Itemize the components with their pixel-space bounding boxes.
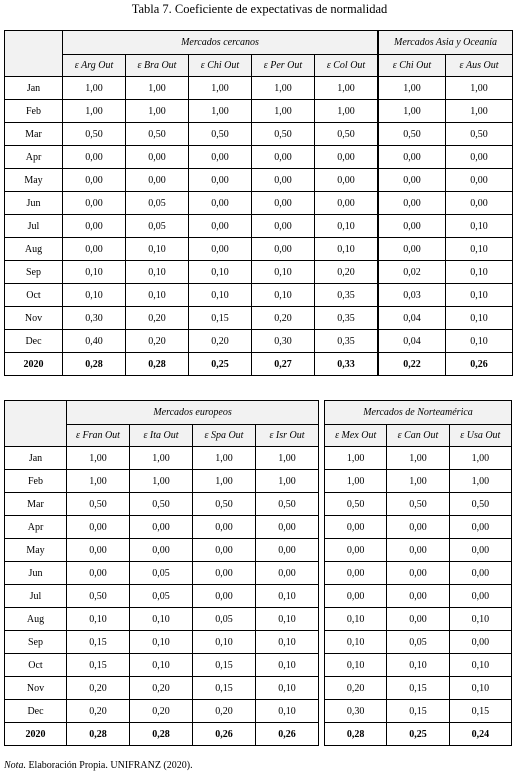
- table-cell: 0,00: [387, 562, 449, 585]
- table-cell: 0,22: [379, 353, 446, 376]
- column-header: ε Col Out: [315, 55, 378, 77]
- table-cell: 0,03: [379, 284, 446, 307]
- table-row: [325, 608, 512, 631]
- table-cell: 0,20: [126, 330, 189, 353]
- row-label: Sep: [5, 631, 67, 654]
- table-cell: 0,00: [379, 169, 446, 192]
- table-cell: 1,00: [193, 470, 256, 493]
- table-row: [325, 447, 512, 470]
- table-cell: 0,10: [446, 330, 513, 353]
- table-cell: 0,10: [256, 608, 319, 631]
- table-cell: 0,15: [449, 700, 511, 723]
- table-cell: 0,15: [67, 631, 130, 654]
- table-cell: 1,00: [379, 77, 446, 100]
- table-cell: 0,05: [387, 631, 449, 654]
- table-cell: 0,35: [315, 307, 378, 330]
- table-cell: 0,20: [325, 677, 387, 700]
- table-cell: 0,35: [315, 284, 378, 307]
- table-cell: 1,00: [126, 77, 189, 100]
- table-cell: 0,30: [252, 330, 315, 353]
- table-row: [5, 562, 319, 585]
- table-cell: 0,00: [256, 516, 319, 539]
- table-cell: 0,20: [67, 700, 130, 723]
- table-cell: 0,10: [387, 654, 449, 677]
- table-cell: 0,28: [63, 353, 126, 376]
- table-cell: 0,00: [252, 146, 315, 169]
- table-cell: 1,00: [256, 447, 319, 470]
- table-cell: 1,00: [387, 447, 449, 470]
- table-cell: 0,00: [189, 215, 252, 238]
- column-header: ε Mex Out: [325, 425, 387, 447]
- header-row: [379, 31, 513, 55]
- table-cell: 0,20: [252, 307, 315, 330]
- column-header: ε Chi Out: [379, 55, 446, 77]
- total-row: [325, 723, 512, 746]
- table-cell: 0,00: [252, 169, 315, 192]
- table-cell: 1,00: [387, 470, 449, 493]
- column-header: ε Isr Out: [256, 425, 319, 447]
- table-cell: 1,00: [130, 470, 193, 493]
- table-cell: 0,10: [67, 608, 130, 631]
- table-row: [379, 307, 513, 330]
- table-cell: 0,10: [126, 284, 189, 307]
- row-label: Sep: [5, 261, 63, 284]
- table-cell: 0,20: [67, 677, 130, 700]
- table-title: Tabla 7. Coeficiente de expectativas de normalidad: [131, 2, 388, 16]
- table-row: [5, 284, 378, 307]
- table-cell: 0,05: [130, 562, 193, 585]
- column-header: ε Usa Out: [449, 425, 511, 447]
- row-label: Dec: [5, 330, 63, 353]
- table-row: [379, 330, 513, 353]
- table-row: [379, 238, 513, 261]
- table-cell: 1,00: [325, 447, 387, 470]
- table-mercados-cercanos: [4, 30, 378, 376]
- row-label: Jul: [5, 585, 67, 608]
- table-cell: 0,00: [325, 585, 387, 608]
- table-cell: 0,00: [193, 516, 256, 539]
- table-cell: 0,28: [67, 723, 130, 746]
- table-cell: 0,10: [189, 284, 252, 307]
- table-cell: 0,00: [446, 146, 513, 169]
- table-row: [5, 261, 378, 284]
- row-label: Jan: [5, 77, 63, 100]
- table-cell: 1,00: [446, 77, 513, 100]
- column-header: ε Can Out: [387, 425, 449, 447]
- table-row: [5, 470, 319, 493]
- table-row: [379, 215, 513, 238]
- table-cell: 1,00: [449, 447, 511, 470]
- table-row: [5, 330, 378, 353]
- table-cell: 0,00: [130, 516, 193, 539]
- table-cell: 0,10: [446, 261, 513, 284]
- table-cell: 0,15: [189, 307, 252, 330]
- table-cell: 1,00: [130, 447, 193, 470]
- table-cell: 1,00: [315, 100, 378, 123]
- table-row: [325, 562, 512, 585]
- table-cell: 0,00: [325, 516, 387, 539]
- table-cell: 1,00: [252, 100, 315, 123]
- table-cell: 0,05: [126, 192, 189, 215]
- table-cell: 0,30: [63, 307, 126, 330]
- table-cell: 0,10: [256, 700, 319, 723]
- table-cell: 0,28: [126, 353, 189, 376]
- table-cell: 1,00: [67, 447, 130, 470]
- row-label: Oct: [5, 654, 67, 677]
- table-cell: 0,00: [67, 516, 130, 539]
- table-cell: 0,20: [189, 330, 252, 353]
- row-label: Jun: [5, 192, 63, 215]
- table-row: [379, 261, 513, 284]
- group-title: Mercados de Norteamérica: [325, 401, 512, 425]
- column-header: ε Spa Out: [193, 425, 256, 447]
- table-cell: 0,00: [315, 169, 378, 192]
- table-cell: 0,15: [387, 677, 449, 700]
- row-label: Jul: [5, 215, 63, 238]
- table-cell: 0,50: [63, 123, 126, 146]
- table-cell: 1,00: [325, 470, 387, 493]
- table-cell: 0,10: [446, 284, 513, 307]
- table-cell: 0,26: [193, 723, 256, 746]
- table-row: [5, 146, 378, 169]
- table-row: [325, 677, 512, 700]
- table-cell: 0,00: [126, 169, 189, 192]
- table-cell: 0,10: [449, 677, 511, 700]
- row-label: Mar: [5, 123, 63, 146]
- table-cell: 0,10: [446, 307, 513, 330]
- table-cell: 0,15: [193, 654, 256, 677]
- row-label: Mar: [5, 493, 67, 516]
- table-cell: 0,27: [252, 353, 315, 376]
- corner-cell: [5, 401, 67, 447]
- table-cell: 0,00: [189, 169, 252, 192]
- table-cell: 0,00: [379, 215, 446, 238]
- table-cell: 0,20: [315, 261, 378, 284]
- table-cell: 0,00: [446, 169, 513, 192]
- table-cell: 0,50: [449, 493, 511, 516]
- table-cell: 0,10: [63, 261, 126, 284]
- row-label: Dec: [5, 700, 67, 723]
- table-cell: 1,00: [315, 77, 378, 100]
- table-cell: 0,35: [315, 330, 378, 353]
- table-cell: 0,04: [379, 307, 446, 330]
- table-cell: 0,00: [449, 562, 511, 585]
- table-row: [5, 123, 378, 146]
- table-cell: 0,50: [379, 123, 446, 146]
- table-cell: 0,05: [193, 608, 256, 631]
- table-cell: 0,00: [189, 192, 252, 215]
- table-cell: 0,00: [252, 215, 315, 238]
- table-cell: 0,00: [193, 539, 256, 562]
- table-cell: 1,00: [449, 470, 511, 493]
- table-cell: 0,28: [130, 723, 193, 746]
- table-cell: 0,15: [387, 700, 449, 723]
- row-label: Nov: [5, 307, 63, 330]
- table-cell: 0,10: [193, 631, 256, 654]
- table-row: [379, 77, 513, 100]
- column-header: ε Fran Out: [67, 425, 130, 447]
- table-cell: 0,10: [130, 631, 193, 654]
- table-cell: 0,50: [387, 493, 449, 516]
- row-label: Aug: [5, 608, 67, 631]
- header-row: [325, 401, 512, 425]
- table-cell: 0,00: [379, 238, 446, 261]
- row-label: Jun: [5, 562, 67, 585]
- table-cell: 1,00: [193, 447, 256, 470]
- table-cell: 1,00: [189, 100, 252, 123]
- table-row: [325, 654, 512, 677]
- table-cell: 1,00: [379, 100, 446, 123]
- table-cell: 0,10: [130, 654, 193, 677]
- table-cell: 1,00: [63, 100, 126, 123]
- table-note: Nota. Elaboración Propia. UNIFRANZ (2020).: [4, 760, 193, 771]
- table-cell: 0,00: [67, 562, 130, 585]
- table-cell: 0,00: [325, 539, 387, 562]
- table-cell: 0,00: [63, 169, 126, 192]
- table-row: [5, 516, 319, 539]
- table-cell: 0,15: [193, 677, 256, 700]
- table-cell: 0,30: [325, 700, 387, 723]
- table-cell: 0,00: [387, 585, 449, 608]
- table-cell: 1,00: [189, 77, 252, 100]
- table-cell: 0,50: [256, 493, 319, 516]
- table-row: [5, 585, 319, 608]
- column-header: ε Arg Out: [63, 55, 126, 77]
- group-title: Mercados cercanos: [63, 31, 378, 55]
- table-cell: 0,10: [130, 608, 193, 631]
- table-cell: 0,00: [126, 146, 189, 169]
- table-cell: 0,00: [379, 192, 446, 215]
- column-header: ε Aus Out: [446, 55, 513, 77]
- table-row: [5, 539, 319, 562]
- table-cell: 0,50: [193, 493, 256, 516]
- table-cell: 0,00: [379, 146, 446, 169]
- table-row: [5, 493, 319, 516]
- row-label: 2020: [5, 353, 63, 376]
- table-row: [5, 169, 378, 192]
- table-row: [325, 470, 512, 493]
- table-cell: 0,50: [325, 493, 387, 516]
- total-row: [5, 723, 319, 746]
- table-cell: 0,10: [256, 585, 319, 608]
- table-cell: 0,00: [63, 215, 126, 238]
- table-cell: 0,04: [379, 330, 446, 353]
- table-row: [5, 192, 378, 215]
- table-cell: 1,00: [126, 100, 189, 123]
- table-cell: 0,10: [449, 654, 511, 677]
- table-cell: 0,28: [325, 723, 387, 746]
- table-cell: 0,00: [256, 562, 319, 585]
- table-cell: 0,20: [126, 307, 189, 330]
- table-cell: 0,00: [325, 562, 387, 585]
- table-row: [325, 585, 512, 608]
- table-cell: 0,00: [449, 516, 511, 539]
- table-cell: 0,00: [67, 539, 130, 562]
- table-cell: 0,00: [189, 146, 252, 169]
- table-cell: 0,50: [130, 493, 193, 516]
- table-cell: 0,50: [315, 123, 378, 146]
- table-cell: 1,00: [256, 470, 319, 493]
- table-row: [5, 631, 319, 654]
- table-cell: 0,10: [189, 261, 252, 284]
- table-cell: 0,00: [256, 539, 319, 562]
- row-label: Apr: [5, 146, 63, 169]
- table-cell: 1,00: [252, 77, 315, 100]
- row-label: Jan: [5, 447, 67, 470]
- table-cell: 0,00: [387, 539, 449, 562]
- table-row: [379, 123, 513, 146]
- table-row: [5, 447, 319, 470]
- table-cell: 0,00: [63, 238, 126, 261]
- table-row: [5, 677, 319, 700]
- table-row: [5, 100, 378, 123]
- table-cell: 0,00: [315, 146, 378, 169]
- table-row: [379, 169, 513, 192]
- total-row: [5, 353, 378, 376]
- table-row: [325, 700, 512, 723]
- table-cell: 0,26: [446, 353, 513, 376]
- table-cell: 0,50: [189, 123, 252, 146]
- table-cell: 0,00: [189, 238, 252, 261]
- table-cell: 0,50: [67, 493, 130, 516]
- table-row: [5, 307, 378, 330]
- table-cell: 0,10: [126, 238, 189, 261]
- table-cell: 0,00: [63, 146, 126, 169]
- table-row: [5, 215, 378, 238]
- table-cell: 0,00: [387, 608, 449, 631]
- group-title: Mercados Asia y Oceanía: [379, 31, 513, 55]
- table-row: [5, 238, 378, 261]
- table-cell: 0,00: [193, 562, 256, 585]
- table-cell: 0,05: [130, 585, 193, 608]
- header-row: [5, 401, 319, 425]
- table-cell: 0,10: [325, 608, 387, 631]
- table-cell: 0,00: [387, 516, 449, 539]
- column-header: ε Ita Out: [130, 425, 193, 447]
- table-cell: 0,00: [63, 192, 126, 215]
- table-cell: 0,33: [315, 353, 378, 376]
- table-row: [325, 539, 512, 562]
- table-cell: 0,25: [387, 723, 449, 746]
- table-cell: 0,20: [193, 700, 256, 723]
- column-header: ε Per Out: [252, 55, 315, 77]
- table-cell: 0,20: [130, 700, 193, 723]
- row-label: May: [5, 169, 63, 192]
- table-row: [379, 146, 513, 169]
- table-cell: 0,10: [63, 284, 126, 307]
- table-cell: 0,10: [446, 215, 513, 238]
- table-cell: 0,24: [449, 723, 511, 746]
- table-row: [325, 631, 512, 654]
- table-cell: 1,00: [63, 77, 126, 100]
- corner-cell: [5, 31, 63, 77]
- table-cell: 0,10: [446, 238, 513, 261]
- table-cell: 0,50: [446, 123, 513, 146]
- table-cell: 0,10: [315, 238, 378, 261]
- row-label: Aug: [5, 238, 63, 261]
- column-header-row: [325, 425, 512, 447]
- table-cell: 0,40: [63, 330, 126, 353]
- table-mercados-asia-oceania: [378, 30, 513, 376]
- table-cell: 0,10: [126, 261, 189, 284]
- row-label: Feb: [5, 470, 67, 493]
- table-row: [325, 493, 512, 516]
- group-title: Mercados europeos: [67, 401, 319, 425]
- table-cell: 0,10: [325, 654, 387, 677]
- table-row: [5, 77, 378, 100]
- row-label: Nov: [5, 677, 67, 700]
- table-row: [379, 192, 513, 215]
- table-row: [5, 654, 319, 677]
- table-cell: 0,10: [449, 608, 511, 631]
- table-cell: 0,20: [130, 677, 193, 700]
- table-cell: 0,00: [130, 539, 193, 562]
- table-mercados-norteamerica: [324, 400, 512, 746]
- table-cell: 0,10: [252, 284, 315, 307]
- table-cell: 0,10: [325, 631, 387, 654]
- row-label: Oct: [5, 284, 63, 307]
- column-header: ε Bra Out: [126, 55, 189, 77]
- table-cell: 0,50: [67, 585, 130, 608]
- table-row: [379, 100, 513, 123]
- column-header-row: [379, 55, 513, 77]
- table-cell: 0,00: [449, 631, 511, 654]
- row-label: Feb: [5, 100, 63, 123]
- table-cell: 0,00: [315, 192, 378, 215]
- table-cell: 1,00: [67, 470, 130, 493]
- table-cell: 1,00: [446, 100, 513, 123]
- table-cell: 0,02: [379, 261, 446, 284]
- table-cell: 0,05: [126, 215, 189, 238]
- table-row: [5, 700, 319, 723]
- table-cell: 0,10: [252, 261, 315, 284]
- table-cell: 0,10: [256, 631, 319, 654]
- row-label: 2020: [5, 723, 67, 746]
- table-mercados-europeos: [4, 400, 319, 746]
- total-row: [379, 353, 513, 376]
- row-label: May: [5, 539, 67, 562]
- table-cell: 0,50: [252, 123, 315, 146]
- table-cell: 0,10: [256, 677, 319, 700]
- header-row: [5, 31, 378, 55]
- table-row: [5, 608, 319, 631]
- table-cell: 0,10: [256, 654, 319, 677]
- table-row: [379, 284, 513, 307]
- table-cell: 0,25: [189, 353, 252, 376]
- table-cell: 0,00: [193, 585, 256, 608]
- table-cell: 0,26: [256, 723, 319, 746]
- table-cell: 0,00: [449, 539, 511, 562]
- table-cell: 0,10: [315, 215, 378, 238]
- table-cell: 0,50: [126, 123, 189, 146]
- row-label: Apr: [5, 516, 67, 539]
- table-cell: 0,00: [449, 585, 511, 608]
- table-row: [325, 516, 512, 539]
- table-cell: 0,00: [252, 192, 315, 215]
- table-cell: 0,15: [67, 654, 130, 677]
- table-cell: 0,00: [252, 238, 315, 261]
- column-header: ε Chi Out: [189, 55, 252, 77]
- table-cell: 0,00: [446, 192, 513, 215]
